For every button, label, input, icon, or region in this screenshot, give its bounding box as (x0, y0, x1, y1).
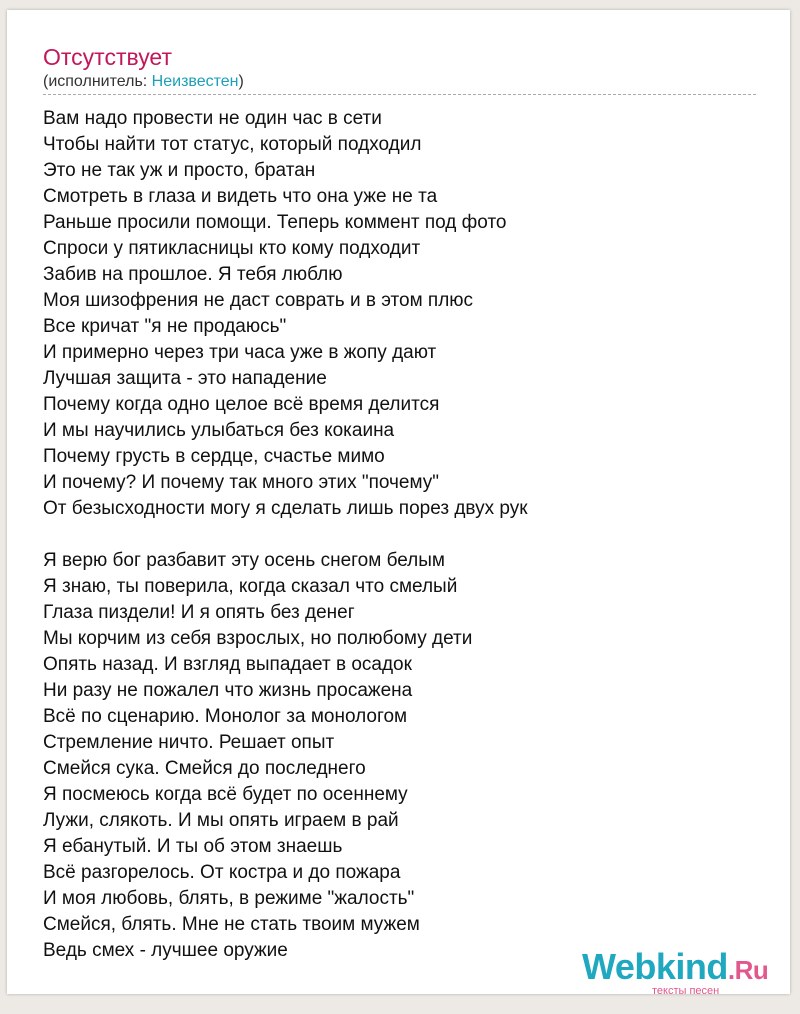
lyric-line: Ведь смех - лучшее оружие (43, 940, 288, 961)
lyric-line: Я верю бог разбавит эту осень снегом белым (43, 550, 445, 571)
logo-tagline: тексты песен (652, 985, 720, 997)
title-divider (43, 94, 756, 95)
artist-suffix: ) (238, 73, 244, 90)
lyric-line: Смейся сука. Смейся до последнего (43, 758, 366, 779)
lyric-line: Опять назад. И взгляд выпадает в осадок (43, 654, 412, 675)
logo-wordmark (582, 947, 768, 990)
lyric-line: И мы научились улыбаться без кокаина (43, 420, 395, 441)
lyric-line: Я посмеюсь когда всё будет по осеннему (43, 784, 408, 805)
song-title: Отсутствует (43, 44, 172, 70)
lyric-line: Это не так уж и просто, братан (43, 160, 316, 181)
lyric-line: Ни разу не пожалел что жизнь просажена (43, 680, 413, 701)
lyric-line: Смотреть в глаза и видеть что она уже не та (43, 186, 438, 207)
lyric-line: Раньше просили помощи. Теперь коммент под фото (43, 212, 507, 233)
lyric-line: Мы корчим из себя взрослых, но полюбому дети (43, 628, 473, 649)
lyrics-body (43, 106, 528, 964)
lyric-line: Почему грусть в сердце, счастье мимо (43, 446, 385, 467)
lyric-line: Всё по сценарию. Монолог за монологом (43, 706, 408, 727)
artist-prefix: (исполнитель: (43, 73, 152, 90)
artist-link[interactable]: Неизвестен (151, 73, 239, 90)
lyric-line: Глаза пиздели! И я опять без денег (43, 602, 355, 623)
lyric-line: Все кричат "я не продаюсь" (43, 316, 287, 337)
lyric-line: Чтобы найти тот статус, который подходил (43, 134, 422, 155)
lyrics-stanza-1 (43, 106, 528, 522)
lyric-line: И моя любовь, блять, в режиме "жалость" (43, 888, 415, 909)
lyrics-stanza-2 (43, 548, 528, 964)
lyric-line: И примерно через три часа уже в жопу дают (43, 342, 437, 363)
lyric-line: Вам надо провести не один час в сети (43, 108, 382, 129)
logo-main-text: Webkind (582, 946, 728, 987)
artist-line (43, 72, 244, 92)
logo-tld: .Ru (727, 955, 769, 985)
lyric-line: Забив на прошлое. Я тебя люблю (43, 264, 343, 285)
lyric-line: Я ебанутый. И ты об этом знаешь (43, 836, 343, 857)
lyric-line: Всё разгорелось. От костра и до пожара (43, 862, 401, 883)
lyric-line: Моя шизофрения не даст соврать и в этом плюс (43, 290, 474, 311)
lyric-line: Лучшая защита - это нападение (43, 368, 327, 389)
lyrics-page (7, 10, 790, 997)
lyric-line: Лужи, слякоть. И мы опять играем в рай (43, 810, 399, 831)
lyric-line: Спроси у пятикласницы кто кому подходит (43, 238, 421, 259)
lyric-line: Почему когда одно целое всё время делится (43, 394, 440, 415)
lyric-line: Смейся, блять. Мне не стать твоим мужем (43, 914, 420, 935)
lyric-line: От безысходности могу я сделать лишь порез двух рук (43, 498, 528, 519)
lyric-line: И почему? И почему так много этих "почему" (43, 472, 440, 493)
site-logo[interactable] (582, 947, 782, 997)
lyric-line: Стремление ничто. Решает опыт (43, 732, 335, 753)
lyric-line: Я знаю, ты поверила, когда сказал что смелый (43, 576, 458, 597)
